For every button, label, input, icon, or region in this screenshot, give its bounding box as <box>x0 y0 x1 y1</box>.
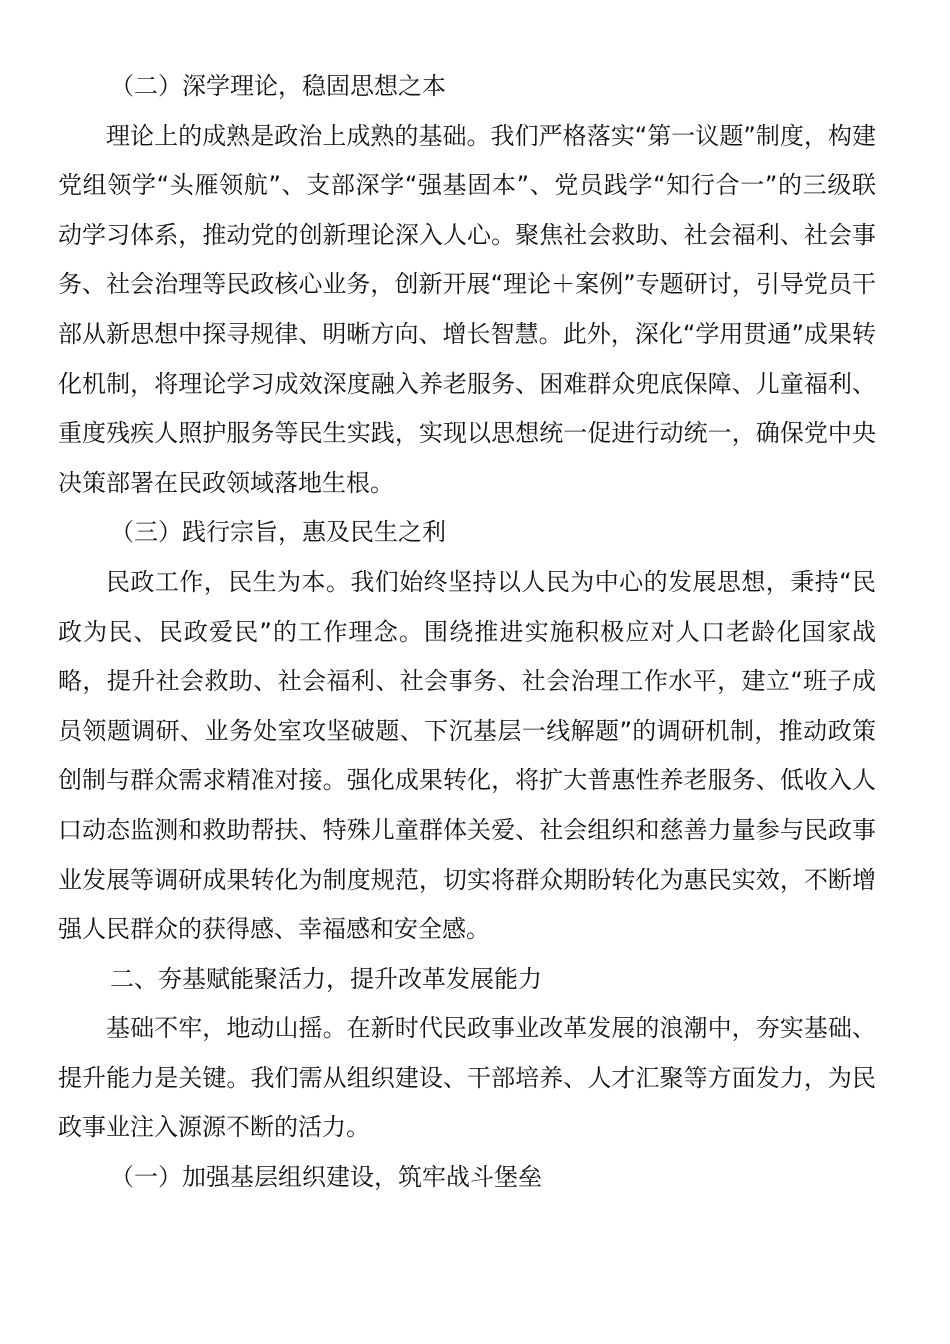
section-heading-practice-purpose: （三）践行宗旨，惠及民生之利 <box>110 518 446 547</box>
section-heading-deepen-theory: （二）深学理论，稳固思想之本 <box>110 72 446 100</box>
section-heading-grassroots-organization: （一）加强基层组织建设，筑牢战斗堡垒 <box>110 1163 542 1192</box>
section-heading-reform-capacity: 二、夯基赋能聚活力，提升改革发展能力 <box>110 964 542 993</box>
document-page <box>58 62 876 1203</box>
paragraph-theory-study: 理论上的成熟是政治上成熟的基础。我们严格落实“第一议题”制度，构建党组领学“头雁领航”、支部深学“强基固本”、党员践学“知行合一”的三级联动学习体系，推动党的创新理论深入人心。聚焦社会救助、社会福利、社会事务、社会治理等民政核心业务，创新开展“理论＋案例”专题研讨，引导党员干部从新思想中探寻规律、明晰方向、增长智慧。此外，深化“学用贯通”成果转化机制，将理论学习成效深度融入养老服务、困难群众兜底保障、儿童福利、重度残疾人照护服务等民生实践，实现以思想统一促进行动统一，确保党中央决策部署在民政领域落地生根。 <box>58 121 876 497</box>
paragraph-livelihood: 民政工作，民生为本。我们始终坚持以人民为中心的发展思想，秉持“民政为民、民政爱民”的工作理念。围绕推进实施积极应对人口老龄化国家战略，提升社会救助、社会福利、社会事务、社会治理工作水平，建立“班子成员领题调研、业务处室攻坚破题、下沉基层一线解题”的调研机制，推动政策创制与群众需求精准对接。强化成果转化，将扩大普惠性养老服务、低收入人口动态监测和救助帮扶、特殊儿童群体关爱、社会组织和慈善力量参与民政事业发展等调研成果转化为制度规范，切实将群众期盼转化为惠民实效，不断增强人民群众的获得感、幸福感和安全感。 <box>58 567 876 944</box>
paragraph-foundation: 基础不牢，地动山摇。在新时代民政事业改革发展的浪潮中，夯实基础、提升能力是关键。我们需从组织建设、干部培养、人才汇聚等方面发力，为民政事业注入源源不断的活力。 <box>58 1014 876 1142</box>
